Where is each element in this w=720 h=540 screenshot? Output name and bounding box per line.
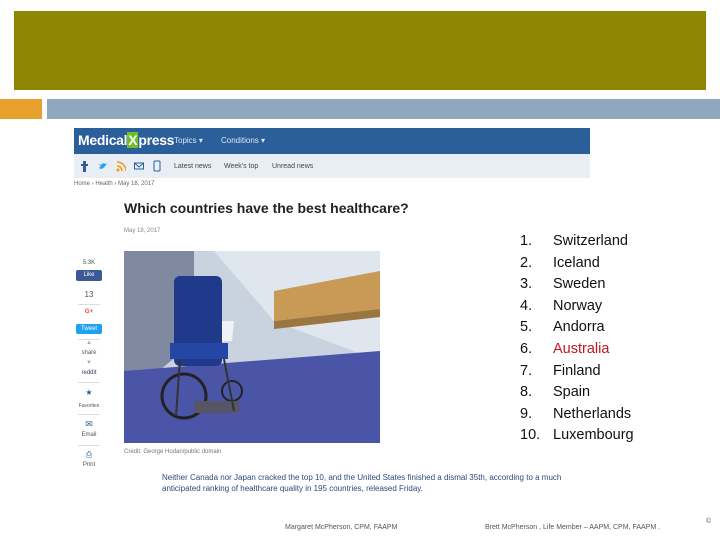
divider — [78, 445, 100, 446]
ranking-item — [520, 404, 710, 426]
favorites-label: Favorites — [78, 403, 100, 409]
print-label[interactable]: Print — [82, 462, 96, 468]
copyright-mark: © — [706, 518, 712, 525]
ranking-country: Iceland — [553, 254, 600, 271]
ranking-item — [520, 253, 710, 275]
reddit-button[interactable]: reddit — [81, 370, 97, 376]
subnav-weeks-top[interactable]: Week's top — [224, 163, 259, 170]
share-count: 5.3K — [82, 260, 96, 266]
ranking-number: 5. — [520, 319, 533, 336]
email-icon[interactable] — [134, 159, 144, 171]
ranking-country: Spain — [553, 384, 591, 401]
accent-bar-right — [47, 99, 720, 119]
social-icons — [80, 159, 162, 171]
ranking-number: 7. — [520, 362, 533, 379]
twitter-icon[interactable] — [98, 159, 108, 171]
ranking-number: 4. — [520, 297, 533, 314]
tweet-button[interactable]: Tweet — [76, 324, 102, 334]
facebook-icon[interactable] — [80, 159, 90, 171]
breadcrumb: Home › Health › May 18, 2017 — [74, 181, 155, 187]
ranking-country: Switzerland — [553, 233, 628, 249]
ranking-item — [520, 361, 710, 383]
site-logo[interactable]: MedicalXpress — [78, 132, 175, 148]
ranking-item — [520, 382, 710, 404]
footer-author-right: Brett McPherson , Life Member – AAPM, CPM, FAAPM . — [485, 524, 661, 531]
upvote-icon[interactable]: ▲ — [86, 340, 92, 346]
subnav-unread[interactable]: Unread news — [272, 163, 314, 170]
photo-credit: Credit: George Hodan/public domain — [124, 449, 222, 455]
ranking-number: 1. — [520, 233, 533, 249]
ranking-list — [520, 231, 710, 447]
mobile-icon[interactable] — [152, 159, 162, 171]
ranking-country: Andorra — [553, 319, 605, 336]
site-header — [74, 128, 590, 154]
ranking-item — [520, 425, 710, 447]
ranking-number: 6. — [520, 340, 533, 357]
ranking-number: 9. — [520, 405, 533, 422]
tweet-count: 13 — [84, 290, 94, 299]
ranking-country: Sweden — [553, 276, 606, 293]
envelope-icon[interactable]: ✉ — [85, 419, 93, 429]
ranking-country: Luxembourg — [553, 427, 634, 444]
ranking-item — [520, 339, 710, 361]
divider — [78, 304, 100, 305]
nav-topics[interactable]: Topics ▾ — [174, 136, 203, 145]
ranking-item — [520, 274, 710, 296]
footer-author-left: Margaret McPherson, CPM, FAAPM — [285, 524, 398, 531]
accent-bar-left — [0, 99, 42, 119]
ranking-country: Finland — [553, 362, 601, 379]
ranking-number: 3. — [520, 276, 533, 293]
article-lead: Neither Canada nor Japan cracked the top 10, and the United States finished a dismal 35th, according to a much anticipated ranking of healthcare quality in 195 countries, released Friday. — [162, 473, 562, 493]
star-icon[interactable]: ★ — [85, 388, 93, 397]
ranking-item — [520, 231, 710, 253]
title-band — [14, 11, 706, 90]
ranking-country: Norway — [553, 297, 603, 314]
gplus-button[interactable]: G+ — [84, 309, 94, 315]
divider — [78, 382, 100, 383]
article-photo — [124, 251, 380, 443]
divider — [78, 414, 100, 415]
subnav-latest[interactable]: Latest news — [174, 163, 212, 170]
printer-icon[interactable]: ⎙ — [85, 450, 93, 459]
rss-icon[interactable] — [116, 159, 126, 171]
email-label[interactable]: Email — [81, 432, 97, 438]
ranking-item — [520, 317, 710, 339]
ranking-item — [520, 296, 710, 318]
article-screenshot — [74, 128, 590, 500]
nav-conditions[interactable]: Conditions ▾ — [221, 136, 266, 145]
article-title: Which countries have the best healthcare? — [124, 200, 409, 216]
ranking-country: Netherlands — [553, 405, 632, 422]
vote-label: share — [81, 350, 97, 356]
like-button[interactable]: Like — [76, 270, 102, 281]
downvote-icon[interactable]: ▼ — [86, 360, 92, 366]
ranking-country: Australia — [553, 340, 610, 357]
article-date: May 18, 2017 — [124, 228, 161, 234]
ranking-number: 8. — [520, 384, 533, 401]
ranking-number: 10. — [520, 427, 541, 444]
ranking-number: 2. — [520, 254, 533, 271]
